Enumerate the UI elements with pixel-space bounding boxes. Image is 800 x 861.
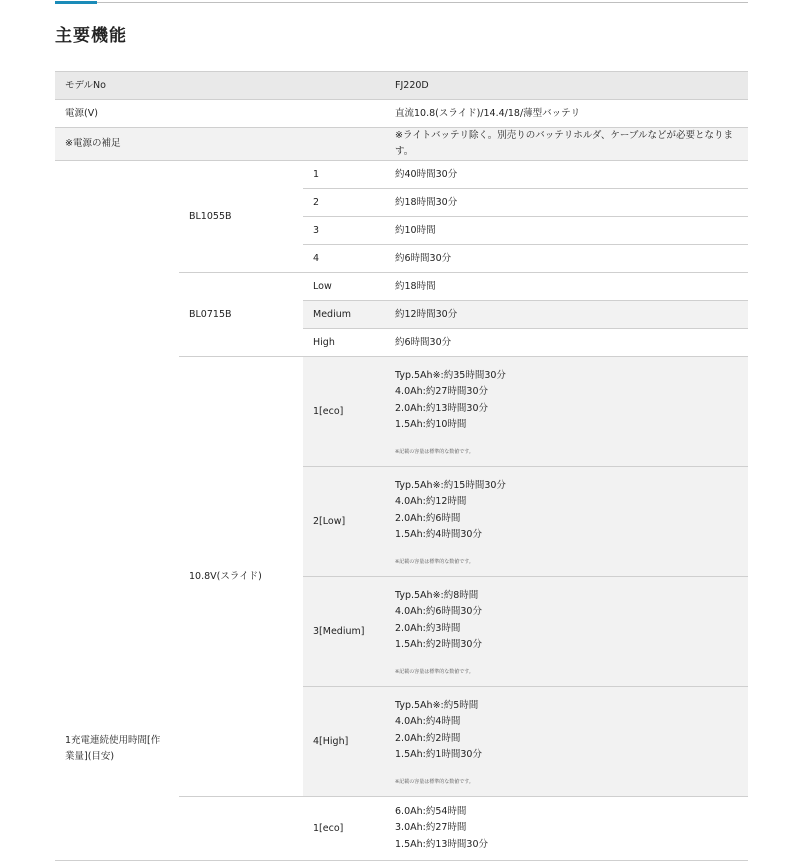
spec-table bbox=[55, 71, 748, 861]
runtime-line: 1.5Ah:約13時間30分 bbox=[395, 838, 489, 850]
battery-label bbox=[179, 797, 303, 861]
battery-label: BL1055B bbox=[179, 161, 303, 273]
mode-cell: 1[eco] bbox=[303, 357, 385, 467]
runtime-line: 4.0Ah:約4時間 bbox=[395, 716, 461, 727]
time-cell: 約18時間 bbox=[385, 273, 748, 301]
mode-cell: Low bbox=[303, 273, 385, 301]
table-row bbox=[55, 161, 748, 189]
runtime-line: Typ.5Ah※:約15時間30分 bbox=[395, 479, 506, 491]
mode-cell: 4[High] bbox=[303, 687, 385, 797]
time-cell bbox=[385, 797, 748, 861]
table-row bbox=[55, 100, 748, 128]
capacity-note: ※記載の容量は標準的な数値です。 bbox=[395, 558, 474, 565]
row-label: ※電源の補足 bbox=[55, 128, 385, 161]
runtime-line: Typ.5Ah※:約35時間30分 bbox=[395, 369, 506, 381]
mode-cell: 2 bbox=[303, 189, 385, 217]
row-value: 直流10.8(スライド)/14.4/18/薄型バッテリ bbox=[385, 100, 748, 128]
mode-cell: Medium bbox=[303, 301, 385, 329]
runtime-line: 1.5Ah:約2時間30分 bbox=[395, 639, 482, 650]
runtime-line: Typ.5Ah※:約8時間 bbox=[395, 589, 479, 601]
runtime-line: 4.0Ah:約27時間30分 bbox=[395, 386, 489, 397]
time-cell: 約40時間30分 bbox=[385, 161, 748, 189]
runtime-line: 4.0Ah:約6時間30分 bbox=[395, 606, 482, 617]
runtime-line: 2.0Ah:約13時間30分 bbox=[395, 402, 489, 414]
time-cell: 約18時間30分 bbox=[385, 189, 748, 217]
runtime-line: 1.5Ah:約1時間30分 bbox=[395, 749, 482, 760]
runtime-line: Typ.5Ah※:約5時間 bbox=[395, 699, 479, 711]
top-divider bbox=[55, 2, 748, 3]
runtime-line: 3.0Ah:約27時間 bbox=[395, 822, 467, 834]
time-cell: 約10時間 bbox=[385, 217, 748, 245]
capacity-note: ※記載の容量は標準的な数値です。 bbox=[395, 668, 474, 675]
mode-cell: 1 bbox=[303, 161, 385, 189]
mode-cell: 3 bbox=[303, 217, 385, 245]
time-cell bbox=[385, 467, 748, 577]
runtime-line: 1.5Ah:約10時間 bbox=[395, 419, 467, 430]
row-label: モデルNo bbox=[55, 72, 385, 100]
time-cell: 約6時間30分 bbox=[385, 245, 748, 273]
table-row bbox=[55, 72, 748, 100]
mode-cell: 3[Medium] bbox=[303, 577, 385, 687]
battery-label: 10.8V(スライド) bbox=[179, 357, 303, 797]
time-cell bbox=[385, 577, 748, 687]
battery-label: BL0715B bbox=[179, 273, 303, 357]
table-row bbox=[55, 128, 748, 161]
runtime-line: 2.0Ah:約2時間 bbox=[395, 732, 461, 744]
mode-cell: High bbox=[303, 329, 385, 357]
row-value: ※ライトバッテリ除く。別売りのバッテリホルダ、ケーブルなどが必要となります。 bbox=[385, 128, 748, 161]
runtime-line: 2.0Ah:約3時間 bbox=[395, 622, 461, 634]
mode-cell: 1[eco] bbox=[303, 797, 385, 861]
capacity-note: ※記載の容量は標準的な数値です。 bbox=[395, 448, 474, 455]
time-cell bbox=[385, 357, 748, 467]
capacity-note: ※記載の容量は標準的な数値です。 bbox=[395, 778, 474, 785]
mode-cell: 2[Low] bbox=[303, 467, 385, 577]
row-label: 電源(V) bbox=[55, 100, 385, 128]
runtime-line: 1.5Ah:約4時間30分 bbox=[395, 529, 482, 540]
row-value: FJ220D bbox=[385, 72, 748, 100]
mode-cell: 4 bbox=[303, 245, 385, 273]
runtime-line: 4.0Ah:約12時間 bbox=[395, 496, 467, 507]
page-title: 主要機能 bbox=[55, 26, 127, 46]
time-cell: 約6時間30分 bbox=[385, 329, 748, 357]
runtime-label: 1充電連続使用時間[作業量](目安) bbox=[55, 161, 179, 861]
top-accent-bar bbox=[55, 1, 97, 4]
runtime-line: 6.0Ah:約54時間 bbox=[395, 805, 467, 817]
time-cell: 約12時間30分 bbox=[385, 301, 748, 329]
runtime-line: 2.0Ah:約6時間 bbox=[395, 512, 461, 524]
time-cell bbox=[385, 687, 748, 797]
